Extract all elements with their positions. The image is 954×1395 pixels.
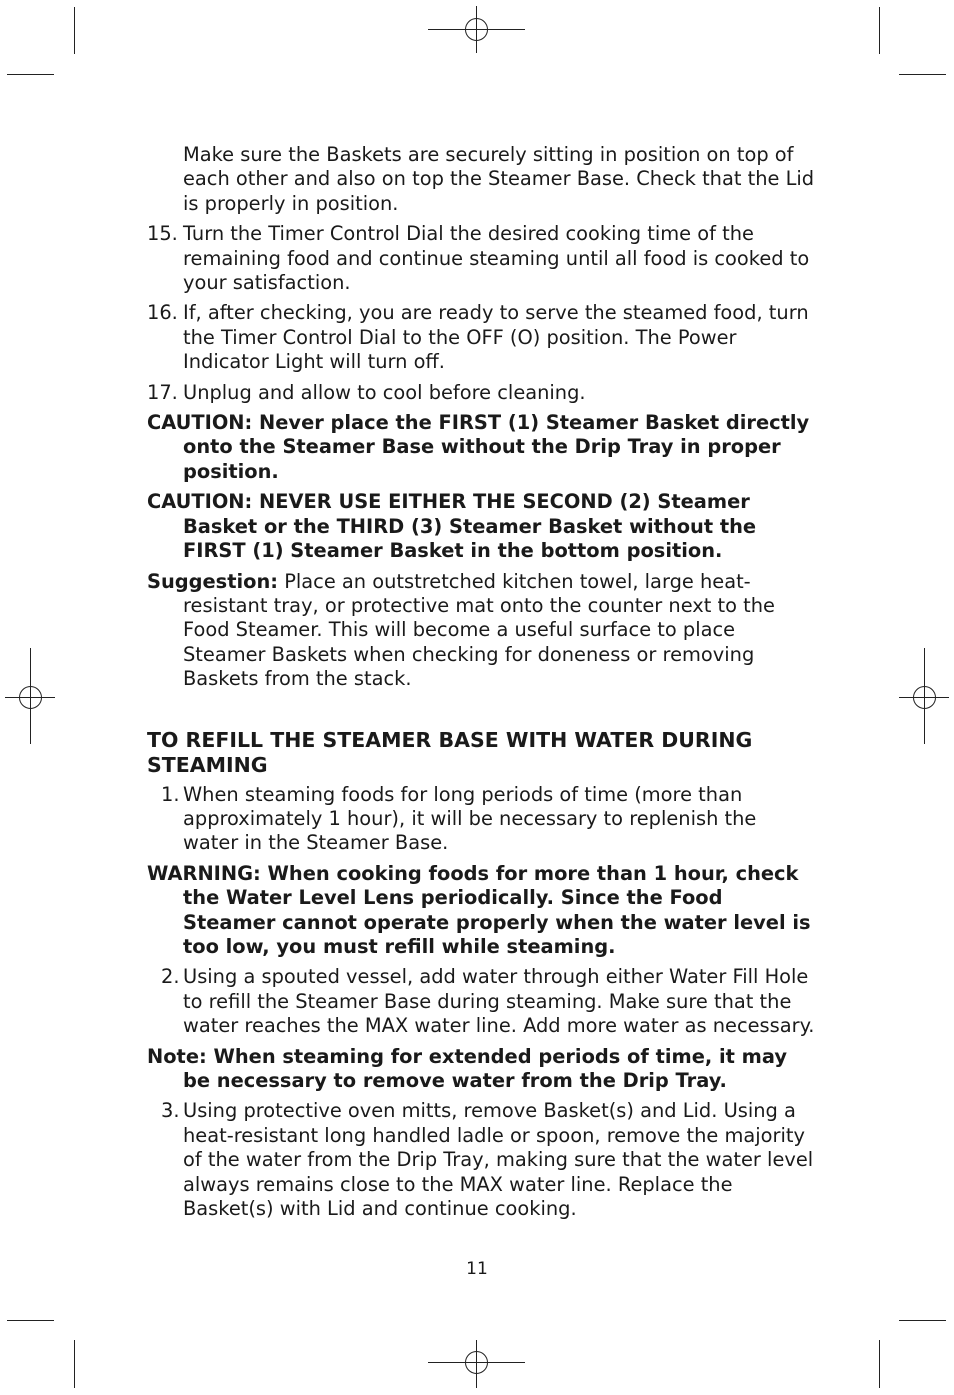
step-text: When steaming foods for long periods of time (more than approximately 1 hour), it will be necessary to replenish the water in the Steamer Base. <box>183 782 757 855</box>
crop-mark <box>7 1320 54 1321</box>
step-text: Using protective oven mitts, remove Basket(s) and Lid. Using a heat-resistant long handled ladle or spoon, remove the majority of the water from the Drip Tray, making sure that the water level always remains close to the MAX water line. Replace the Basket(s) with Lid and continue cooking. <box>183 1099 814 1221</box>
step-number: 2. <box>161 965 180 989</box>
caution-note: CAUTION: NEVER USE EITHER THE SECOND (2) Steamer Basket or the THIRD (3) Steamer Basket without the FIRST (1) Steamer Basket in the bottom position. <box>147 490 757 563</box>
instruction-step <box>147 222 817 295</box>
page-body <box>147 143 817 1227</box>
instruction-step <box>147 381 817 405</box>
warning-note: WARNING: When cooking foods for more than 1 hour, check the Water Level Lens periodically. Since the Food Steamer cannot operate properly when the water level is too low, you must refill while steaming. <box>147 861 811 958</box>
page-number: 11 <box>466 1259 488 1279</box>
step-text: Using a spouted vessel, add water through either Water Fill Hole to refill the Steamer Base during steaming. Make sure that the water reaches the MAX water line. Add more water as necessary. <box>183 965 815 1038</box>
step-number: 16. <box>147 301 178 325</box>
suggestion-label: Suggestion: <box>147 569 279 593</box>
instruction-step <box>147 965 817 1038</box>
instruction-step <box>147 1099 817 1221</box>
step-number: 1. <box>161 782 180 806</box>
section-heading: TO REFILL THE STEAMER BASE WITH WATER DURING STEAMING <box>147 727 753 777</box>
step-continuation: Make sure the Baskets are securely sitting in position on top of each other and also on top the Steamer Base. Check that the Lid is properly in position. <box>183 143 815 215</box>
instruction-step <box>147 783 817 856</box>
step-text: Turn the Timer Control Dial the desired cooking time of the remaining food and continue steaming until all food is cooked to your satisfaction. <box>183 222 810 295</box>
crop-mark <box>74 1340 75 1388</box>
caution-note: CAUTION: Never place the FIRST (1) Steamer Basket directly onto the Steamer Base without the Drip Tray in proper position. <box>147 411 810 483</box>
step-text: If, after checking, you are ready to serve the steamed food, turn the Timer Control Dial to the OFF (O) position. The Power Indicator Light will turn off. <box>183 301 809 374</box>
crop-mark <box>74 7 75 54</box>
crop-mark <box>879 1340 880 1388</box>
crop-mark <box>899 74 946 75</box>
suggestion-note <box>147 570 817 692</box>
note: Note: When steaming for extended periods of time, it may be necessary to remove water from the Drip Tray. <box>147 1044 787 1092</box>
crop-mark <box>879 7 880 54</box>
instruction-step <box>147 301 817 374</box>
step-number: 15. <box>147 222 178 246</box>
suggestion-text: Place an outstretched kitchen towel, large heat-resistant tray, or protective mat onto the counter next to the Food Steamer. This will become a useful surface to place Steamer Baskets when checking for doneness or removing Baskets from the stack. <box>183 569 775 691</box>
crop-mark <box>899 1320 946 1321</box>
step-number: 17. <box>147 380 178 404</box>
step-number: 3. <box>161 1099 180 1123</box>
step-text: Unplug and allow to cool before cleaning. <box>183 380 586 404</box>
crop-mark <box>7 74 54 75</box>
